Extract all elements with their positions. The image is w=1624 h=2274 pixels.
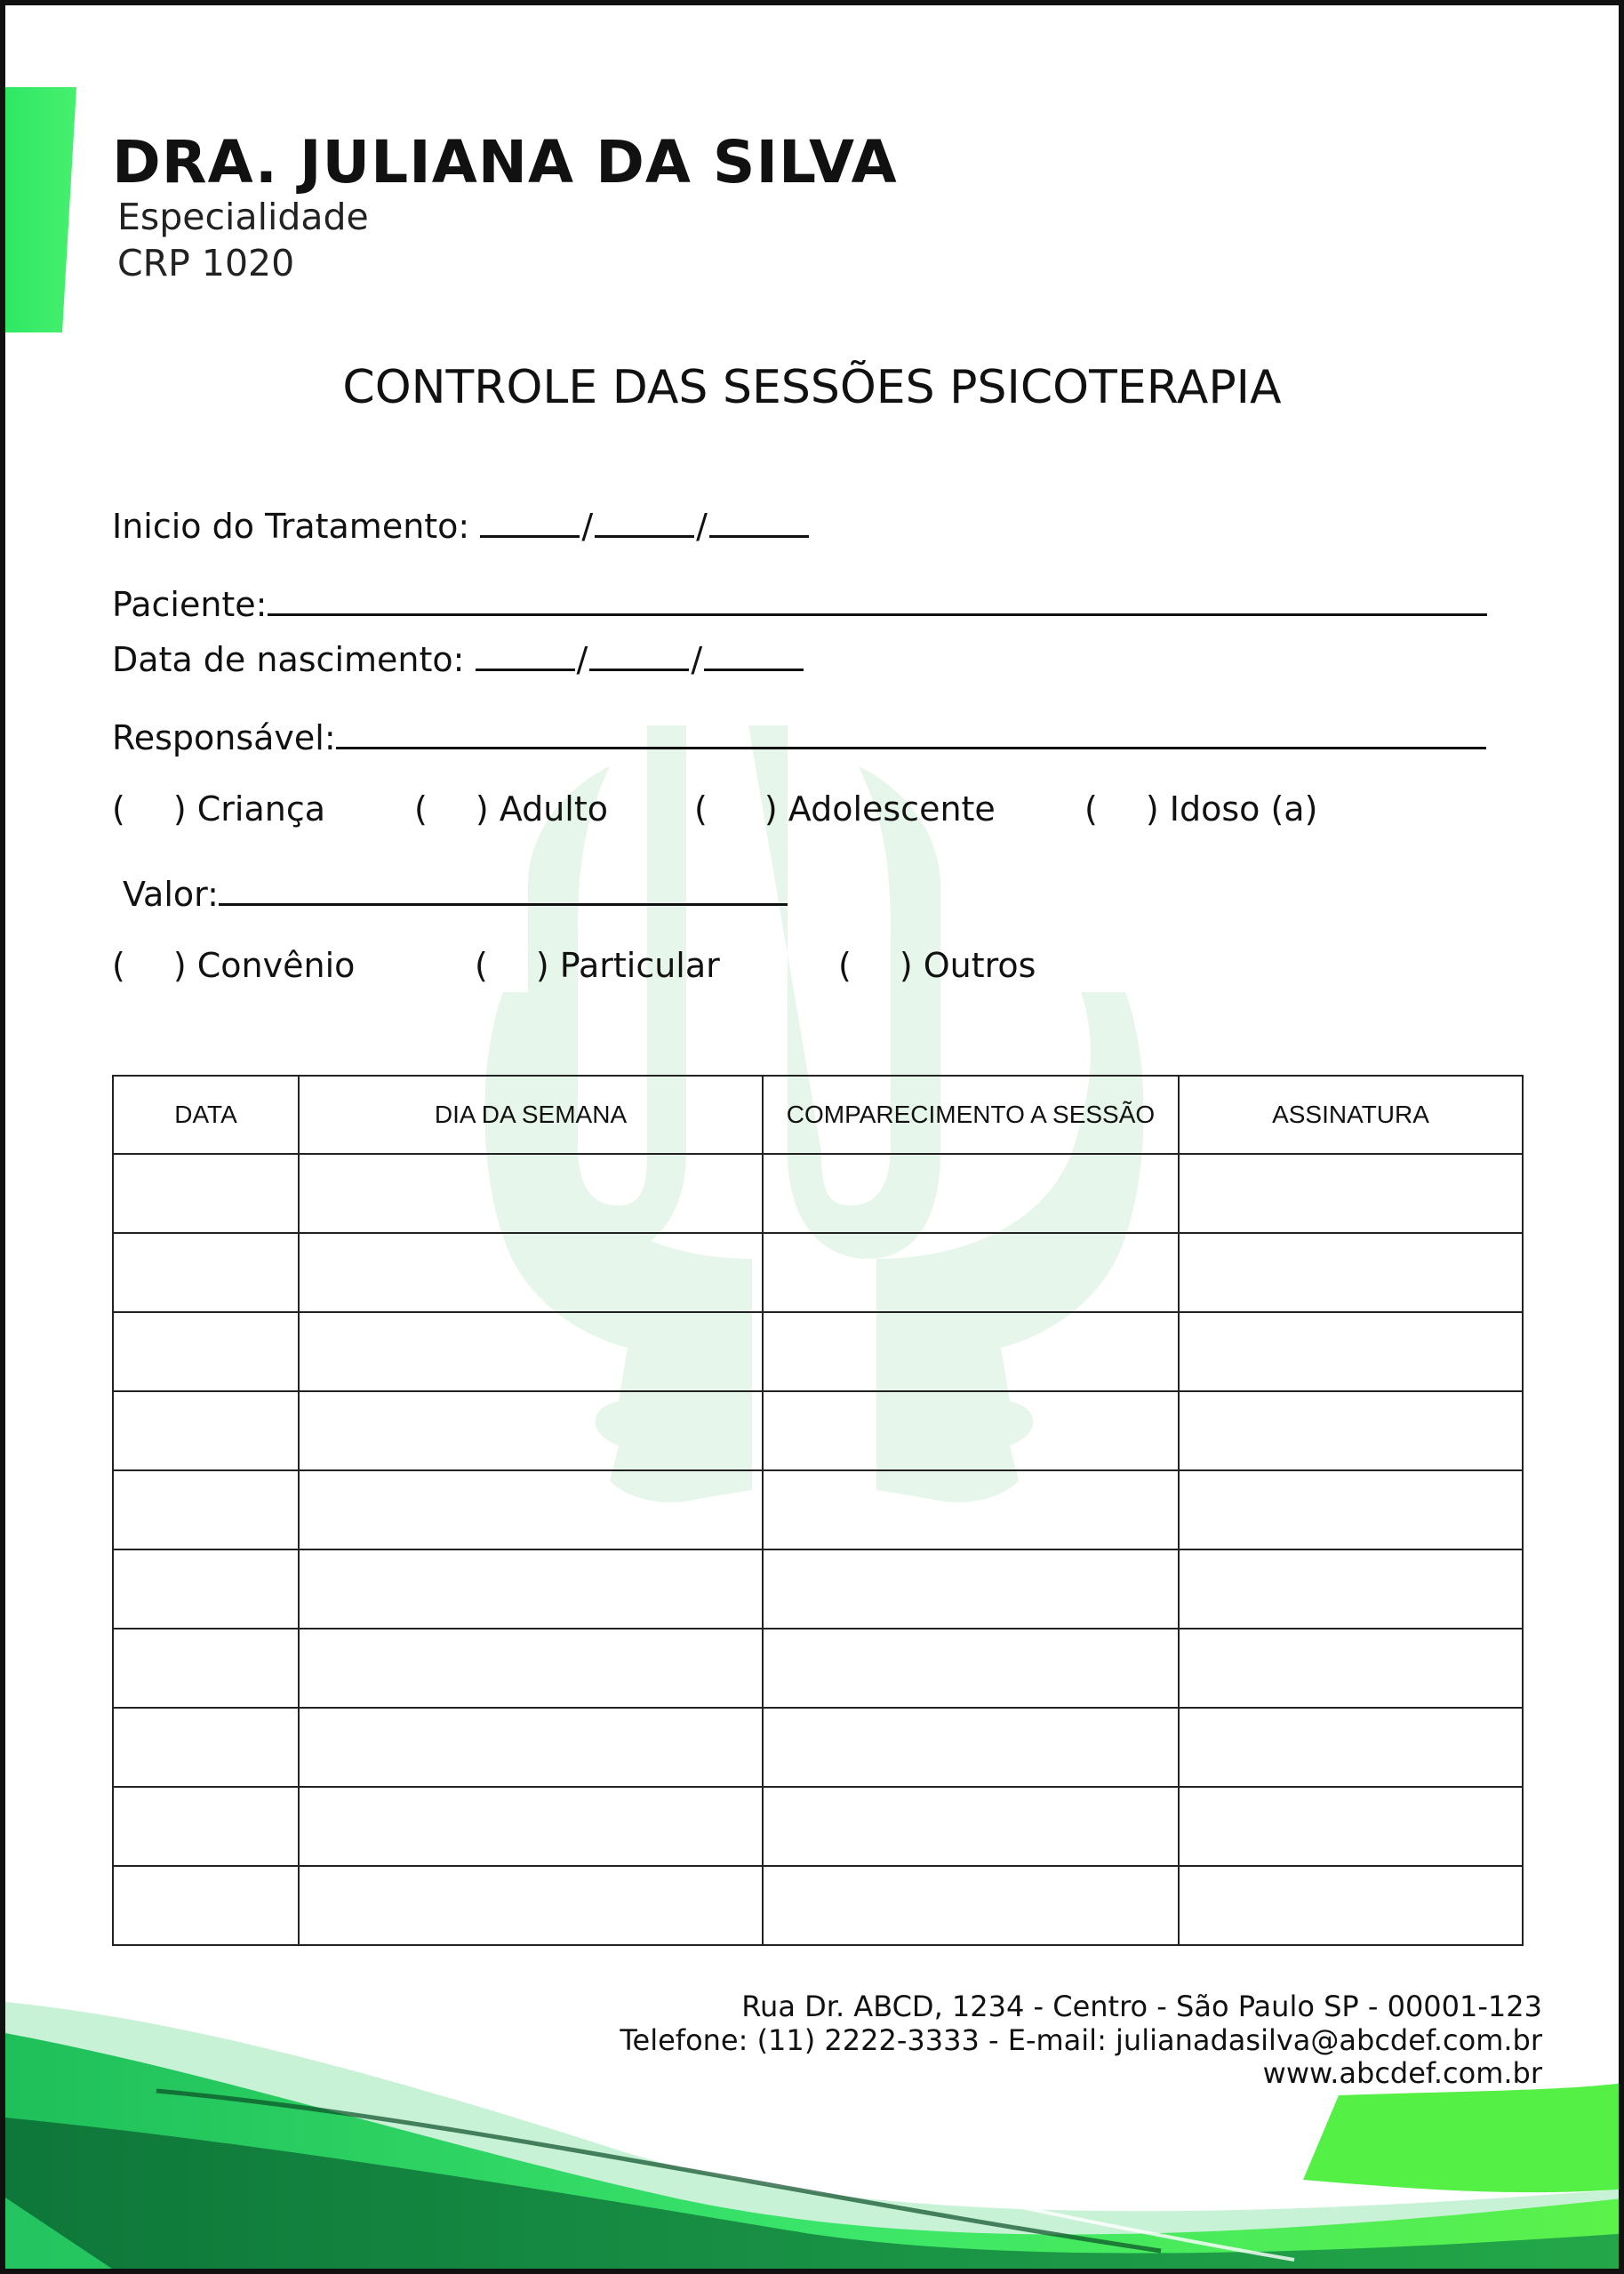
checkbox-open-paren: ( bbox=[694, 789, 708, 829]
patient-field[interactable] bbox=[112, 578, 1487, 624]
value-label: Valor: bbox=[123, 875, 219, 914]
date-cell[interactable] bbox=[113, 1470, 299, 1549]
green-wave-decoration-icon bbox=[5, 1966, 1624, 2269]
signature-cell[interactable] bbox=[1179, 1549, 1523, 1629]
date-cell[interactable] bbox=[113, 1312, 299, 1391]
date-cell[interactable] bbox=[113, 1233, 299, 1312]
birth-date-field[interactable] bbox=[112, 633, 804, 679]
date-cell[interactable] bbox=[113, 1629, 299, 1708]
checkbox-close-paren: ) bbox=[764, 789, 778, 829]
weekday-cell[interactable] bbox=[299, 1233, 763, 1312]
birth-date-month-blank[interactable] bbox=[589, 633, 689, 671]
weekday-cell[interactable] bbox=[299, 1154, 763, 1233]
date-cell[interactable] bbox=[113, 1866, 299, 1945]
table-row bbox=[113, 1549, 1523, 1629]
attendance-cell[interactable] bbox=[763, 1154, 1179, 1233]
date-separator: / bbox=[696, 507, 708, 546]
table-row bbox=[113, 1233, 1523, 1312]
signature-cell[interactable] bbox=[1179, 1154, 1523, 1233]
footer-website[interactable]: www.abcdef.com.br bbox=[1262, 2056, 1542, 2090]
column-header-weekday: DIA DA SEMANA bbox=[299, 1076, 763, 1154]
attendance-cell[interactable] bbox=[763, 1391, 1179, 1470]
guardian-label: Responsável: bbox=[112, 718, 336, 757]
sessions-table bbox=[112, 1075, 1524, 1946]
weekday-cell[interactable] bbox=[299, 1708, 763, 1787]
checkbox-close-paren: ) bbox=[1145, 789, 1159, 829]
weekday-cell[interactable] bbox=[299, 1629, 763, 1708]
checkbox-open-paren: ( bbox=[838, 946, 852, 985]
checkbox-close-paren: ) bbox=[899, 946, 913, 985]
signature-cell[interactable] bbox=[1179, 1787, 1523, 1866]
weekday-cell[interactable] bbox=[299, 1470, 763, 1549]
table-row bbox=[113, 1154, 1523, 1233]
form-title: CONTROLE DAS SESSÕES PSICOTERAPIA bbox=[342, 361, 1282, 414]
value-blank[interactable] bbox=[219, 868, 788, 906]
guardian-field[interactable] bbox=[112, 711, 1486, 757]
payment-option-label: Outros bbox=[923, 946, 1036, 985]
age-option-adolescent[interactable] bbox=[694, 789, 996, 829]
table-row bbox=[113, 1708, 1523, 1787]
date-cell[interactable] bbox=[113, 1549, 299, 1629]
signature-cell[interactable] bbox=[1179, 1708, 1523, 1787]
attendance-cell[interactable] bbox=[763, 1629, 1179, 1708]
patient-blank[interactable] bbox=[268, 578, 1487, 616]
treatment-start-day-blank[interactable] bbox=[480, 500, 580, 538]
checkbox-close-paren: ) bbox=[475, 789, 489, 829]
checkbox-open-paren: ( bbox=[112, 946, 125, 985]
weekday-cell[interactable] bbox=[299, 1391, 763, 1470]
attendance-cell[interactable] bbox=[763, 1549, 1179, 1629]
signature-cell[interactable] bbox=[1179, 1312, 1523, 1391]
birth-date-label: Data de nascimento: bbox=[112, 640, 465, 679]
treatment-start-year-blank[interactable] bbox=[709, 500, 809, 538]
checkbox-open-paren: ( bbox=[414, 789, 428, 829]
footer-address: Rua Dr. ABCD, 1234 - Centro - São Paulo SP - 00001-123 bbox=[741, 1990, 1542, 2023]
weekday-cell[interactable] bbox=[299, 1787, 763, 1866]
table-row bbox=[113, 1391, 1523, 1470]
attendance-cell[interactable] bbox=[763, 1470, 1179, 1549]
footer-contact: Telefone: (11) 2222-3333 - E-mail: julianadasilva@abcdef.com.br bbox=[620, 2023, 1542, 2057]
green-accent-bar-icon bbox=[5, 87, 76, 332]
birth-date-day-blank[interactable] bbox=[476, 633, 575, 671]
attendance-cell[interactable] bbox=[763, 1866, 1179, 1945]
payment-option-private[interactable] bbox=[475, 946, 720, 985]
attendance-cell[interactable] bbox=[763, 1787, 1179, 1866]
date-separator: / bbox=[581, 507, 594, 546]
registration-number: CRP 1020 bbox=[117, 242, 295, 284]
payment-option-label: Convênio bbox=[196, 946, 356, 985]
table-row bbox=[113, 1787, 1523, 1866]
age-option-label: Adulto bbox=[499, 789, 608, 829]
payment-option-label: Particular bbox=[559, 946, 720, 985]
checkbox-open-paren: ( bbox=[112, 789, 125, 829]
birth-date-year-blank[interactable] bbox=[704, 633, 804, 671]
specialty: Especialidade bbox=[117, 196, 369, 238]
signature-cell[interactable] bbox=[1179, 1233, 1523, 1312]
attendance-cell[interactable] bbox=[763, 1708, 1179, 1787]
weekday-cell[interactable] bbox=[299, 1312, 763, 1391]
checkbox-close-paren: ) bbox=[535, 946, 549, 985]
age-option-label: Idoso (a) bbox=[1169, 789, 1318, 829]
weekday-cell[interactable] bbox=[299, 1866, 763, 1945]
sessions-table-body bbox=[113, 1154, 1523, 1945]
date-cell[interactable] bbox=[113, 1708, 299, 1787]
date-separator: / bbox=[691, 640, 703, 679]
age-option-label: Criança bbox=[196, 789, 326, 829]
table-row bbox=[113, 1866, 1523, 1945]
guardian-blank[interactable] bbox=[336, 711, 1486, 749]
value-field[interactable] bbox=[123, 868, 788, 914]
table-header-row bbox=[113, 1076, 1523, 1154]
age-option-label: Adolescente bbox=[788, 789, 996, 829]
signature-cell[interactable] bbox=[1179, 1629, 1523, 1708]
column-header-attendance: COMPARECIMENTO A SESSÃO bbox=[763, 1076, 1179, 1154]
column-header-signature: ASSINATURA bbox=[1179, 1076, 1523, 1154]
signature-cell[interactable] bbox=[1179, 1470, 1523, 1549]
table-row bbox=[113, 1629, 1523, 1708]
age-option-child[interactable] bbox=[112, 789, 325, 829]
age-option-adult[interactable] bbox=[414, 789, 608, 829]
payment-option-insurance[interactable] bbox=[112, 946, 355, 985]
date-cell[interactable] bbox=[113, 1787, 299, 1866]
table-row bbox=[113, 1470, 1523, 1549]
treatment-start-label: Inicio do Tratamento: bbox=[112, 507, 470, 546]
checkbox-close-paren: ) bbox=[172, 789, 187, 829]
age-option-elderly[interactable] bbox=[1084, 789, 1317, 829]
checkbox-open-paren: ( bbox=[475, 946, 488, 985]
attendance-cell[interactable] bbox=[763, 1312, 1179, 1391]
treatment-start-month-blank[interactable] bbox=[595, 500, 694, 538]
date-cell[interactable] bbox=[113, 1391, 299, 1470]
treatment-start-field[interactable] bbox=[112, 500, 809, 546]
doctor-name: DRA. JULIANA DA SILVA bbox=[112, 128, 898, 196]
checkbox-open-paren: ( bbox=[1084, 789, 1098, 829]
table-row bbox=[113, 1312, 1523, 1391]
attendance-cell[interactable] bbox=[763, 1233, 1179, 1312]
column-header-date: DATA bbox=[113, 1076, 299, 1154]
weekday-cell[interactable] bbox=[299, 1549, 763, 1629]
checkbox-close-paren: ) bbox=[172, 946, 187, 985]
signature-cell[interactable] bbox=[1179, 1866, 1523, 1945]
payment-option-other[interactable] bbox=[838, 946, 1036, 985]
date-separator: / bbox=[576, 640, 588, 679]
patient-label: Paciente: bbox=[112, 585, 268, 624]
signature-cell[interactable] bbox=[1179, 1391, 1523, 1470]
date-cell[interactable] bbox=[113, 1154, 299, 1233]
